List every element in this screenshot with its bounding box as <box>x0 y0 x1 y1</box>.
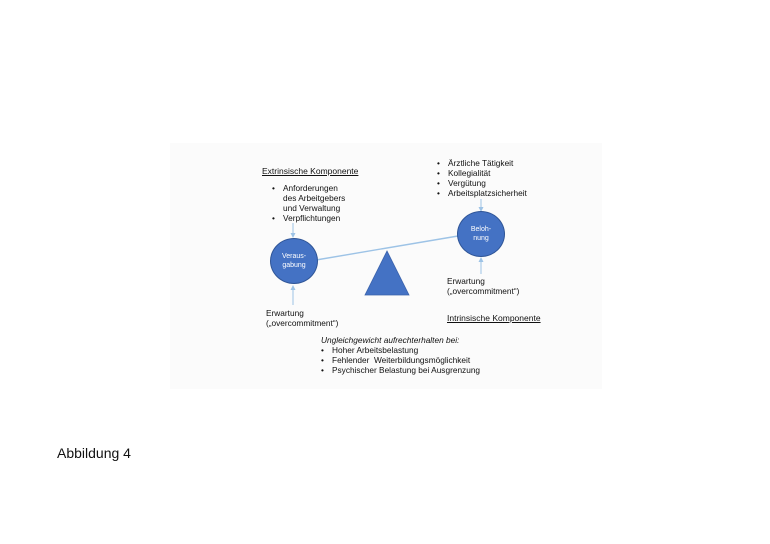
list-item: • Psychischer Belastung bei Ausgrenzung <box>321 365 480 375</box>
effort-circle-label <box>271 252 317 270</box>
effort-label-line1: Veraus- <box>281 253 307 260</box>
list-item: • Hoher Arbeitsbelastung <box>321 345 480 355</box>
list-item: des Arbeitgebers <box>283 193 346 203</box>
expectation-left-line2: („overcommitment“) <box>266 318 339 328</box>
imbalance-title: Ungleichgewicht aufrechterhalten bei: <box>321 335 460 345</box>
intrinsic-heading: Intrinsische Komponente <box>447 313 541 323</box>
list-item: • Verpflichtungen <box>272 213 345 223</box>
expectation-left-line1: Erwartung <box>266 308 304 318</box>
imbalance-list <box>321 345 480 375</box>
list-item: • Kollegialität <box>437 168 527 178</box>
expectation-right-line1: Erwartung <box>447 276 485 286</box>
arrowhead-expectation-to-effort <box>291 285 296 290</box>
reward-list <box>437 158 527 198</box>
figure-caption: Abbildung 4 <box>57 445 131 461</box>
arrowhead-expectation-to-reward <box>479 257 484 262</box>
reward-circle-label <box>458 225 504 243</box>
fulcrum-triangle <box>365 251 409 295</box>
extrinsic-list <box>272 183 345 223</box>
list-item: und Verwaltung <box>283 203 341 213</box>
reward-label-line2: nung <box>473 235 489 242</box>
list-item: • Anforderungen <box>272 183 345 193</box>
extrinsic-heading: Extrinsische Komponente <box>262 166 359 176</box>
expectation-right <box>447 276 519 296</box>
effort-circle <box>270 238 318 284</box>
list-item: • Vergütung <box>437 178 527 188</box>
effort-label-line2: gabung <box>282 262 306 269</box>
expectation-right-line2: („overcommitment“) <box>447 286 520 296</box>
list-item: • Fehlender Weiterbildungsmöglichkeit <box>321 355 480 365</box>
list-item: • Ärztliche Tätigkeit <box>437 158 527 168</box>
expectation-left <box>266 308 338 328</box>
reward-circle <box>457 211 505 257</box>
reward-label-line1: Beloh- <box>470 226 492 233</box>
list-item: • Arbeitsplatzsicherheit <box>437 188 527 198</box>
